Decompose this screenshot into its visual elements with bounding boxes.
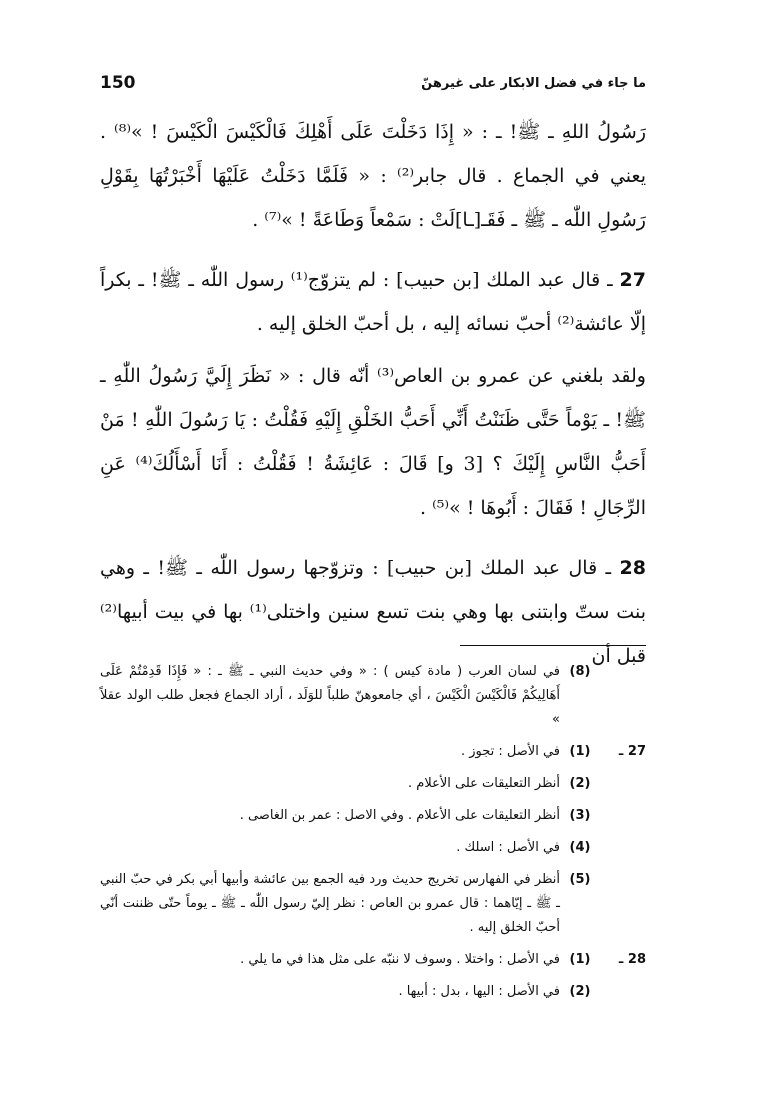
footnote-divider	[460, 645, 646, 646]
footnote-text: في الأصل : اسلك .	[456, 840, 560, 855]
running-head: ما جاء في فضل الابكار على غيرهنّ	[421, 75, 646, 91]
paragraph-amr: ولقد بلغني عن عمرو بن العاص⁽³⁾ أنّه قال : « نَظَرَ إِلَيَّ رَسُولُ اللّٰهِ ـ ﷺ! ـ يَوْماً حَتَّى ظَنَنْتُ أَنِّي أَحَبُّ الخَلْقِ إِلَيْهِ فَقُلْتُ : يَا رَسُولَ اللّٰهِ ! مَنْ أَحَبُّ النَّاسِ إِلَيْكَ ؟ [3 و] قَالَ : عَائِشَةُ ! فَقُلْتُ : أَنَا أَسْأَلُكَ⁽⁴⁾ عَنِ الرِّجَالِ ! فَقَالَ : أَبُوهَا ! »⁽⁵⁾ .	[100, 365, 647, 519]
entry-27	[100, 258, 646, 346]
footnote-number: (2)	[569, 984, 591, 999]
footnote-number: (5)	[569, 872, 591, 887]
footnote	[100, 772, 646, 796]
footnote-number: (2)	[569, 776, 591, 791]
page-number: 150	[100, 73, 136, 93]
paragraph-continuation: رَسُولُ اللهِ ـ ﷺ! ـ : « إِذَا دَخَلْتَ عَلَى أَهْلِكَ فَالْكَيْسَ الْكَيْسَ ! »⁽⁸⁾ . يعني في الجماع . قال جابر⁽²⁾ : « فَلَمَّا دَخَلْتُ عَلَيْهَا أَخْبَرْتُهَا بِقَوْلِ رَسُولِ اللّٰه ـ ﷺ ـ فَقَـ[ـا]لَتْ : سَمْعاً وَطَاعَةً ! »⁽⁷⁾ .	[100, 121, 646, 231]
footnote-group: 27 ـ	[618, 744, 646, 759]
main-text	[100, 110, 646, 678]
footnote-text: في لسان العرب ( مادة كيس ) : « وفي حديث النبي ـ ﷺ ـ : « فَإِذَا قَدِمْتُمْ عَلَى أَهَالِيكُمْ فَالْكَيْسَ الْكَيْسَ ، أي جامعوهنّ طلباً للوَلَد ، أراد الجماع فجعل طلب الولد عقلاً »	[100, 664, 560, 727]
footnote	[100, 740, 646, 764]
entry-28-number: 28	[619, 557, 646, 579]
footnote-number: (1)	[569, 952, 591, 967]
footnote-text: في الأصل : اليها ، بدل : أبيها .	[398, 984, 560, 999]
footnote-text: في الأصل : واختلا . وسوف لا ننبّه على مثل هذا في ما يلي .	[240, 952, 560, 967]
footnote-number: (1)	[569, 744, 591, 759]
footnote-text: في الأصل : تجوز .	[460, 744, 560, 759]
entry-27-number: 27	[619, 269, 646, 291]
footnote	[100, 660, 646, 732]
footnote-number: (8)	[569, 664, 591, 679]
footnotes	[100, 660, 646, 1012]
footnote-group: 28 ـ	[618, 952, 646, 967]
footnote-number: (3)	[569, 808, 591, 823]
footnote	[100, 868, 646, 940]
footnote	[100, 980, 646, 1004]
footnote-text: أنظر في الفهارس تخريج حديث ورد فيه الجمع بين عائشة وأبيها أبي بكر في حبّ النبي ـ ﷺ ـ إيّاهما : قال عمرو بن العاص : نظر إليّ رسول اللّٰه ـ ﷺ ـ يوماً حتّى ظننت أنّي أحبّ الخلق إليه .	[100, 872, 560, 935]
entry-28	[100, 546, 646, 678]
footnote-text: أنظر التعليقات على الأعلام . وفي الاصل : عمر بن الغاصى .	[239, 808, 560, 823]
entry-27-text: ـ قال عبد الملك [بن حبيب] : لم يتزوّج⁽¹⁾ رسول اللّٰه ـ ﷺ! ـ بكراً إلّا عائشة⁽²⁾ أحبّ نسائه إليه ، بل أحبّ الخلق إليه .	[100, 269, 646, 335]
entry-28-text: ـ قال عبد الملك [بن حبيب] : وتزوّجها رسول اللّٰه ـ ﷺ! ـ وهي بنت ستّ وابتنى بها وهي بنت تسع سنين واختلى⁽¹⁾ بها في بيت أبيها⁽²⁾ قبل أن	[100, 557, 646, 667]
footnote	[100, 836, 646, 860]
page-header	[100, 70, 646, 96]
footnote	[100, 804, 646, 828]
footnote-number: (4)	[569, 840, 591, 855]
footnote	[100, 948, 646, 972]
footnote-text: أنظر التعليقات على الأعلام .	[408, 776, 560, 791]
